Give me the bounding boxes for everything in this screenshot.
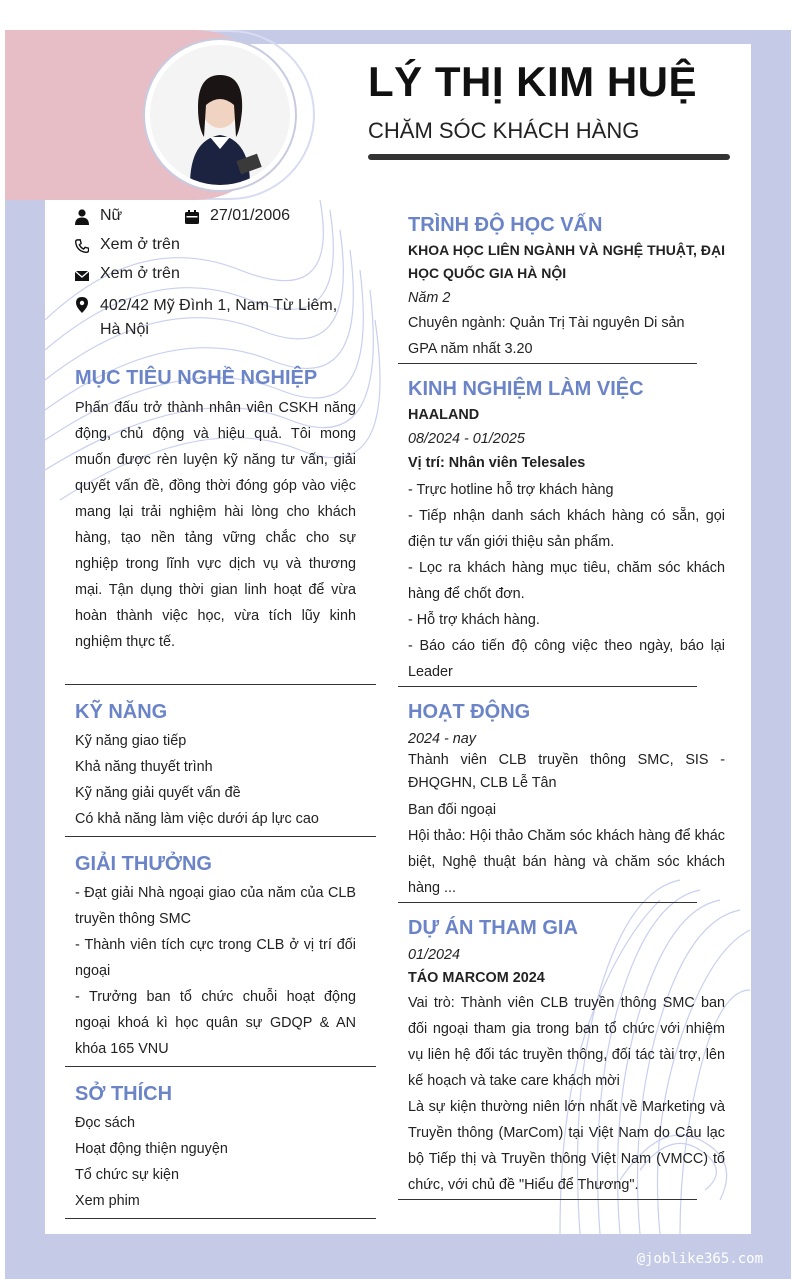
education-divider: [398, 363, 697, 364]
envelope-icon: [75, 267, 89, 283]
address-line-1: 402/42 Mỹ Đình 1, Nam Từ Liêm,: [100, 297, 338, 314]
project-role: Vai trò: Thành viên CLB truyền thông SMC ban đối ngoại tham gia trong ban tổ chức với nhiệm vụ liên hệ đối tác truyền thông, đối tác tài trợ, lên kế hoạch và take care khách mời: [408, 995, 725, 1089]
activity-item: Ban đối ngoại: [408, 802, 497, 818]
address-row: [75, 294, 337, 342]
activities-title: HOẠT ĐỘNG: [408, 701, 531, 723]
activity-item: Thành viên CLB truyền thông SMC, SIS - ĐHQGHN, CLB Lễ Tân: [408, 752, 725, 791]
education-major: Chuyên ngành: Quản Trị Tài nguyên Di sản: [408, 315, 685, 331]
experience-duty: - Lọc ra khách hàng mục tiêu, chăm sóc khách hàng để chốt đơn.: [408, 560, 725, 602]
avatar-photo: [150, 45, 290, 185]
education-gpa: GPA năm nhất 3.20: [408, 341, 533, 357]
objective-divider: [65, 684, 376, 685]
projects-divider: [398, 1199, 697, 1200]
avatar: [145, 40, 295, 190]
activities-period: 2024 - nay: [408, 731, 477, 747]
top-border: [0, 0, 796, 30]
experience-divider: [398, 686, 697, 687]
education-title: TRÌNH ĐỘ HỌC VẤN: [408, 214, 603, 236]
location-pin-icon: [75, 297, 89, 313]
projects-period: 01/2024: [408, 947, 461, 963]
objective-title: MỤC TIÊU NGHỀ NGHIỆP: [75, 367, 318, 389]
skill-item: Kỹ năng giải quyết vấn đề: [75, 785, 241, 801]
activity-item: Hội thảo: Hội thảo Chăm sóc khách hàng để khác biệt, Nghệ thuật bán hàng và chăm sóc khách hàng ...: [408, 828, 725, 896]
awards-divider: [65, 1066, 376, 1067]
education-school: KHOA HỌC LIÊN NGÀNH VÀ NGHỆ THUẬT, ĐẠI HỌC QUỐC GIA HÀ NỘI: [408, 242, 725, 281]
experience-title: KINH NGHIỆM LÀM VIỆC: [408, 378, 644, 400]
email-row: [75, 265, 180, 283]
skill-item: Có khả năng làm việc dưới áp lực cao: [75, 811, 319, 827]
right-border: [791, 0, 796, 1279]
projects-title: DỰ ÁN THAM GIA: [408, 917, 578, 939]
gender-row: [75, 207, 122, 225]
phone-row: [75, 236, 180, 254]
hobby-item: Hoạt động thiện nguyện: [75, 1141, 228, 1157]
phone-icon: [75, 238, 89, 254]
award-item: - Đạt giải Nhà ngoại giao của năm của CLB truyền thông SMC: [75, 885, 356, 927]
skills-divider: [65, 836, 376, 837]
experience-duty: - Báo cáo tiến độ công việc theo ngày, báo lại Leader: [408, 638, 725, 680]
awards-title: GIẢI THƯỞNG: [75, 853, 212, 875]
address-line-2: Hà Nội: [100, 321, 149, 338]
hobbies-title: SỞ THÍCH: [75, 1083, 173, 1105]
experience-company: HAALAND: [408, 407, 480, 423]
project-description: Là sự kiện thường niên lớn nhất về Marketing và Truyền thông (MarCom) tại Việt Nam do Câu lạc bộ Tiếp thị và Truyền thông Việt Nam (VMCC) tổ chức, với chủ đề "Hiểu để Thương".: [408, 1099, 725, 1193]
title-underline: [368, 154, 730, 160]
candidate-name: LÝ THỊ KIM HUỆ: [368, 58, 697, 105]
experience-position: Vị trí: Nhân viên Telesales: [408, 455, 586, 471]
hobby-item: Đọc sách: [75, 1115, 135, 1131]
birthday-row: [185, 207, 290, 225]
hobby-item: Tổ chức sự kiện: [75, 1167, 180, 1183]
education-period: Năm 2: [408, 290, 451, 306]
person-icon: [75, 209, 89, 225]
award-item: - Trưởng ban tổ chức chuỗi hoạt động ngoại khoá kì học quân sự GDQP & AN khóa 165 VNU: [75, 989, 356, 1057]
experience-duty: - Tiếp nhận danh sách khách hàng có sẵn, gọi điện tư vấn giới thiệu sản phẩm.: [408, 508, 725, 550]
objective-text: Phấn đấu trở thành nhân viên CSKH năng động, chủ động và hiệu quả. Tôi mong muốn được rèn luyện kỹ năng tư vấn, giải quyết vấn đề, đồng thời đóng góp vào việc mang lại trải nghiệm hài lòng cho khách hàng, tạo nền tảng vững chắc cho sự nghiệp trong lĩnh vực dịch vụ và thương mại. Tận dụng thời gian linh hoạt để vừa hoàn thành việc học, vừa tích lũy kinh nghiệm thực tế.: [75, 400, 356, 650]
activities-divider: [398, 902, 697, 903]
hobbies-divider: [65, 1218, 376, 1219]
birthday-value: 27/01/2006: [210, 207, 291, 224]
skills-title: KỸ NĂNG: [75, 701, 168, 723]
experience-duty: - Hỗ trợ khách hàng.: [408, 612, 540, 628]
watermark: @joblike365.com: [636, 1251, 763, 1267]
project-name: TÁO MARCOM 2024: [408, 970, 545, 986]
skill-item: Kỹ năng giao tiếp: [75, 733, 187, 749]
email-value: Xem ở trên: [100, 265, 180, 282]
gender-value: Nữ: [100, 207, 123, 224]
phone-value: Xem ở trên: [100, 236, 180, 253]
job-title: CHĂM SÓC KHÁCH HÀNG: [368, 118, 640, 143]
experience-duty: - Trực hotline hỗ trợ khách hàng: [408, 482, 614, 498]
hobby-item: Xem phim: [75, 1193, 140, 1209]
award-item: - Thành viên tích cực trong CLB ở vị trí đối ngoại: [75, 937, 356, 979]
skill-item: Khả năng thuyết trình: [75, 759, 213, 775]
calendar-icon: [185, 209, 199, 225]
experience-period: 08/2024 - 01/2025: [408, 431, 525, 447]
